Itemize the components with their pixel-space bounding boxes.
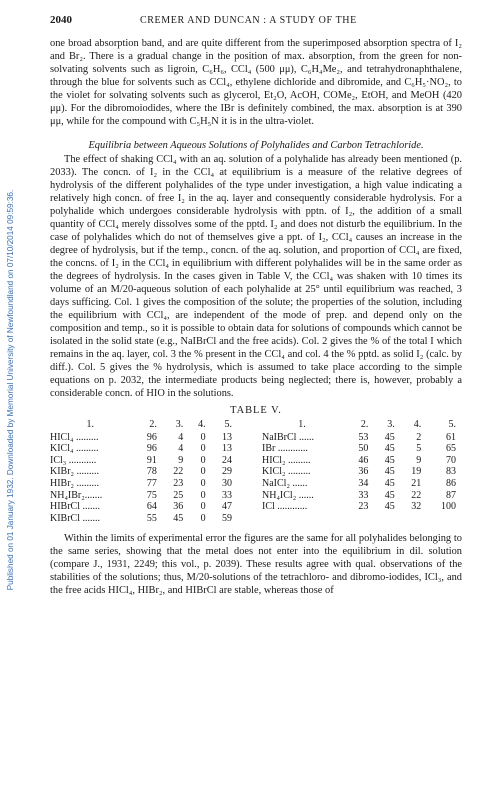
table-cell-value: 46	[358, 454, 369, 466]
table-cell-value: 0	[200, 512, 206, 524]
table-cell-value: 0	[200, 489, 206, 501]
table-cell-value: 91	[146, 454, 157, 466]
col-header: 2.	[149, 419, 157, 430]
running-title: CREMER AND DUNCAN : A STUDY OF THE	[140, 15, 357, 26]
table-cell-value: 45	[173, 512, 184, 524]
table-cell-compound: IBr ............	[262, 443, 308, 455]
table-cell-value: 70	[446, 454, 456, 466]
table-cell-compound: KIBrCl .......	[50, 512, 100, 524]
running-header	[50, 14, 462, 27]
table-row	[50, 466, 462, 478]
table-cell-value: 36	[358, 466, 369, 478]
table-cell-value: 5	[416, 443, 422, 455]
table-cell-value: 45	[384, 443, 395, 455]
table-cell-value: 65	[446, 443, 456, 455]
table-cell-compound: ICl₃ ...........	[50, 454, 97, 466]
table-cell-value	[427, 513, 462, 525]
table-row	[50, 501, 462, 513]
table-cell-value	[348, 513, 374, 525]
table-v	[50, 419, 462, 524]
table-cell-value: 0	[200, 431, 206, 443]
table-cell-value: 0	[200, 454, 206, 466]
table-cell-compound: NH₄IBr₂.......	[50, 489, 103, 501]
table-cell-value: 75	[146, 489, 157, 501]
table-body	[50, 432, 462, 525]
table-cell-compound: HIBr₂ .........	[50, 477, 100, 489]
table-cell-value: 2	[416, 431, 422, 443]
table-cell-compound: HIBrCl .......	[50, 501, 100, 513]
table-row	[50, 513, 462, 525]
table-cell-compound: KICl₄ .........	[50, 443, 99, 455]
page-number: 2040	[50, 14, 72, 26]
column-gap	[238, 490, 262, 502]
table-cell-value: 24	[222, 454, 232, 466]
table-title: TABLE V.	[230, 405, 282, 416]
table-cell-value: 0	[200, 466, 206, 478]
column-gap	[238, 455, 262, 467]
table-cell-value: 9	[416, 454, 422, 466]
table-cell-value: 55	[146, 512, 157, 524]
table-cell-value: 45	[384, 454, 395, 466]
table-cell-value: 77	[146, 477, 157, 489]
paragraph-1: one broad absorption band, and are quite different from the superimposed absorption spectra of I₂ and Br₂. There is a gradual change in the position of max. absorption, from the green for non-solvating solvents such as ligroin, C₆H₆, CCl₄ (500 μμ), C₆H₄Me₂, and tetrahydronaphthalene, through the blue for solvents such as CCl₄, ethylene dichloride and dibromide, and C₆H₅·NO₂, to the violet for solvating solvents such as glycerol, Et₂O, AcOH, COMe₂, EtOH, and MeOH (420 μμ). For the dibromoiodides, where the IBr is definitely combined, the max. absorption is at 390 μμ, while for the compound with C₅H₅N it is in the ultra-violet.	[50, 38, 462, 127]
table-row	[50, 432, 462, 444]
table-cell-compound: HICl₄ .........	[50, 431, 99, 443]
col-header: 1.	[86, 419, 94, 430]
table-cell-value: 100	[441, 501, 456, 513]
table-cell-value: 13	[222, 443, 232, 455]
col-header: 5.	[224, 419, 232, 430]
column-gap	[238, 443, 262, 455]
table-cell-compound: KICl₂ .........	[262, 466, 311, 478]
table-cell-value	[401, 513, 427, 525]
download-notice-text: Published on 01 January 1932. Downloaded by Memorial University of Newfoundland on 07/10/2014 09:59:36.	[6, 189, 15, 591]
table-cell-value: 86	[446, 477, 456, 489]
table-cell-value: 45	[384, 466, 395, 478]
table-cell-value: 0	[200, 443, 206, 455]
table-cell-value: 96	[146, 431, 157, 443]
table-cell-compound	[262, 513, 348, 525]
table-cell-value: 78	[146, 466, 157, 478]
table-cell-value: 87	[446, 489, 456, 501]
column-gap	[238, 419, 262, 432]
table-cell-value: 96	[146, 443, 157, 455]
col-header: 3.	[387, 419, 395, 430]
table-cell-compound: NaIBrCl ......	[262, 431, 314, 443]
table-cell-value: 22	[411, 489, 422, 501]
download-notice	[5, 10, 17, 770]
table-cell-value: 45	[384, 477, 395, 489]
table-cell-value: 4	[178, 431, 184, 443]
table-cell-value	[374, 513, 400, 525]
column-gap	[238, 478, 262, 490]
table-cell-value: 9	[178, 454, 184, 466]
table-row	[50, 455, 462, 467]
table-cell-compound: NH₄ICl₂ ......	[262, 489, 314, 501]
table-cell-value: 47	[222, 501, 232, 513]
table-cell-value: 50	[358, 443, 369, 455]
col-header: 1.	[298, 419, 306, 430]
table-cell-value: 21	[411, 477, 422, 489]
table-cell-value: 61	[446, 431, 456, 443]
table-cell-value: 33	[358, 489, 369, 501]
table-cell-value: 0	[200, 501, 206, 513]
table-cell-value: 23	[173, 477, 184, 489]
table-cell-value: 23	[358, 501, 369, 513]
table-cell-value: 53	[358, 431, 369, 443]
column-gap	[238, 432, 262, 444]
table-cell-value: 22	[173, 466, 184, 478]
table-cell-value: 59	[222, 512, 232, 524]
table-cell-value: 34	[358, 477, 369, 489]
column-gap	[238, 466, 262, 478]
paragraph-3: Within the limits of experimental error the figures are the same for all polyhalides belonging to the same series, showing that the metal does not enter into the equilibrium in dil. solution (compare J., 1931, 2249; this vol., p. 2039). These results agree with qual. observations of the stabilities of the solutions; thus, M/20-solutions of the tetrachloro- and dibromo-iodides, ICl₃, and the free acids HICl₄, HIBr₂, and HIBrCl are stable, whereas those of	[50, 533, 462, 597]
column-gap	[238, 501, 262, 513]
col-header: 3.	[175, 419, 184, 430]
column-gap	[238, 513, 262, 525]
table-cell-value: 83	[446, 466, 456, 478]
col-header: 4.	[198, 419, 206, 430]
table-row	[50, 478, 462, 490]
table-cell-value: 33	[222, 489, 232, 501]
table-cell-value: 4	[178, 443, 184, 455]
section-title: Equilibria between Aqueous Solutions of Polyhalides and Carbon Tetrachloride.	[88, 140, 424, 151]
table-row	[50, 490, 462, 502]
table-cell-value: 45	[384, 501, 395, 513]
table-cell-value: 25	[173, 489, 184, 501]
table-cell-value: 13	[222, 431, 232, 443]
table-cell-compound: KIBr₂ .........	[50, 466, 100, 478]
table-cell-compound: ICl ............	[262, 501, 308, 513]
table-cell-value: 36	[173, 501, 184, 513]
table-cell-value: 19	[411, 466, 422, 478]
table-cell-value: 64	[146, 501, 157, 513]
paragraph-2: The effect of shaking CCl₄ with an aq. solution of a polyhalide has already been mentioned (p. 2033). The concn. of I₂ in the CCl₄ at equilibrium is a measure of the relative degrees of hydrolysis of the different polyhalides of the type under investigation, a high value indicating a relatively high concn. of free I₂ in the aq. layer and consequently considerable hydrolysis. For a polyhalide which undergoes considerable hydrolysis with pptn. of I₂, the addition of a small quantity of CCl₄ merely dissolves some of the pptd. I₂ and does not disturb the equilibrium. In the case of polyhalides which do not of themselves give a ppt. of I₂, CCl₄ causes an increase in the degree of hydrolysis, but if the temp., concn. of the aq. solution, and proportion of CCl₄ are fixed, the concns. of I₂ in the CCl₄ in equilibrium with different polyhalides will be in the same order as the degrees of hydrolysis. In the cases given in Table V, the CCl₄ was shaken with 10 times its volume of an M/20-aqueous solution of each polyhalide at 25° until equilibrium was reached, 3 days sufficing. Col. 1 gives the composition of the solute; the properties of the solution, including the equilibrium with CCl₄, are independent of the mode of prep. and depend only on the composition and temp., so it is possible to obtain data for solutions of compounds which cannot be isolated in the solid state (e.g., NaIBrCl and the free acids). Col. 2 gives the % of the total I which remains in the aq. layer, col. 3 the % present in the CCl₄ and col. 4 the % pptd. as solid I₂ (calc. by diff.). Col. 5 gives the % hydrolysis, which is assumed to take place according to the simple equations on p. 2032, the intermediate products being neglected; there is, however, probably a considerable concn. of HIO in the solutions.	[50, 154, 462, 399]
table-cell-compound: NaICl₂ ......	[262, 477, 308, 489]
col-header: 4.	[413, 419, 422, 430]
table-cell-compound: HICl₂ .........	[262, 454, 311, 466]
paper-page	[50, 14, 462, 597]
table-cell-value: 29	[222, 466, 232, 478]
table-header-row	[50, 419, 462, 432]
table-row	[50, 443, 462, 455]
col-header: 2.	[360, 419, 369, 430]
table-cell-value: 32	[411, 501, 422, 513]
table-cell-value: 0	[200, 477, 206, 489]
table-cell-value: 30	[222, 477, 232, 489]
col-header: 5.	[448, 419, 456, 430]
table-cell-value: 45	[384, 489, 395, 501]
table-cell-value: 45	[384, 431, 395, 443]
